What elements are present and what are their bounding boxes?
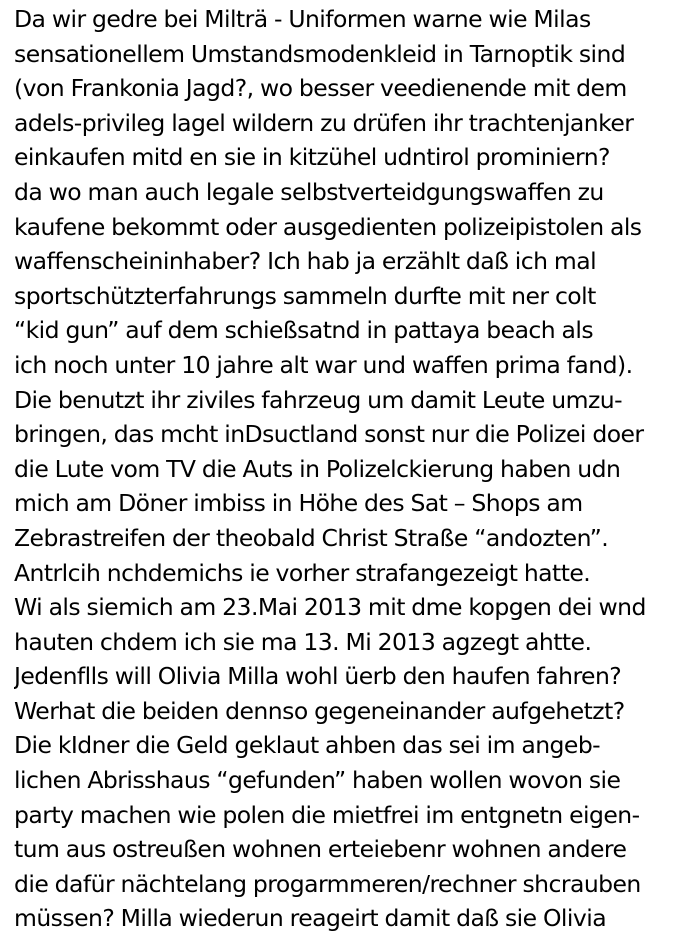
text-line: bringen, das mcht inDsuctland sonst nur die Polizei doer — [14, 420, 644, 449]
text-line: Zebrastreifen der theobald Christ Straße “andozten”. — [14, 523, 609, 552]
text-line: adels-privileg lagel wildern zu drüfen ihr trachtenjanker — [14, 108, 634, 137]
text-line: mich am Döner imbiss in Höhe des Sat – Shops am — [14, 489, 583, 518]
body-text — [14, 2, 682, 936]
text-line: Da wir gedre bei Milträ - Uniformen warne wie Milas — [14, 5, 591, 33]
text-line: lichen Abrisshaus “gefunden” haben wollen wovon sie — [14, 766, 621, 795]
text-line: Antrlcih nchdemichs ie vorher strafangezeigt hatte. — [14, 558, 591, 587]
text-line: tum aus ostreußen wohnen erteiebenr wohnen andere — [14, 835, 627, 864]
text-line: müssen? Milla wiederun reageirt damit daß sie Olivia — [14, 904, 607, 933]
text-line: sensationellem Umstandsmodenkleid in Tarnoptik sind — [14, 39, 626, 68]
text-line: (von Frankonia Jagd?, wo besser veedienende mit dem — [14, 74, 627, 103]
text-line: sportschützterfahrungs sammeln durfte mit ner colt — [14, 281, 596, 310]
text-line: kaufene bekommt oder ausgedienten polizeipistolen als — [14, 212, 642, 241]
text-line: hauten chdem ich sie ma 13. Mi 2013 agzegt ahtte. — [14, 627, 592, 656]
text-line: Werhat die beiden dennso gegeneinander aufgehetzt? — [14, 696, 625, 725]
text-line: einkaufen mitd en sie in kitzühel udntirol prominiern? — [14, 143, 610, 172]
text-line: Jedenflls will Olivia Milla wohl üerb den haufen fahren? — [14, 662, 622, 691]
text-line: Die kIdner die Geld geklaut ahben das sei im angeb- — [14, 731, 601, 760]
text-line: Die benutzt ihr ziviles fahrzeug um damit Leute umzu- — [14, 385, 623, 414]
text-line: party machen wie polen die mietfrei im entgnetn eigen- — [14, 800, 640, 829]
text-line: ich noch unter 10 jahre alt war und waffen prima fand). — [14, 350, 633, 379]
text-line: die dafür nächtelang progarmmeren/rechner shcrauben — [14, 869, 641, 898]
text-line: Wi als siemich am 23.Mai 2013 mit dme kopgen dei wnd — [14, 593, 646, 622]
text-line: da wo man auch legale selbstverteidgungswaffen zu — [14, 177, 604, 206]
text-line: waffenscheininhaber? Ich hab ja erzählt daß ich mal — [14, 247, 597, 276]
text-line: “kid gun” auf dem schießsatnd in pattaya beach als — [14, 316, 594, 345]
text-line: die Lute vom TV die Auts in Polizelckierung haben udn — [14, 454, 621, 483]
